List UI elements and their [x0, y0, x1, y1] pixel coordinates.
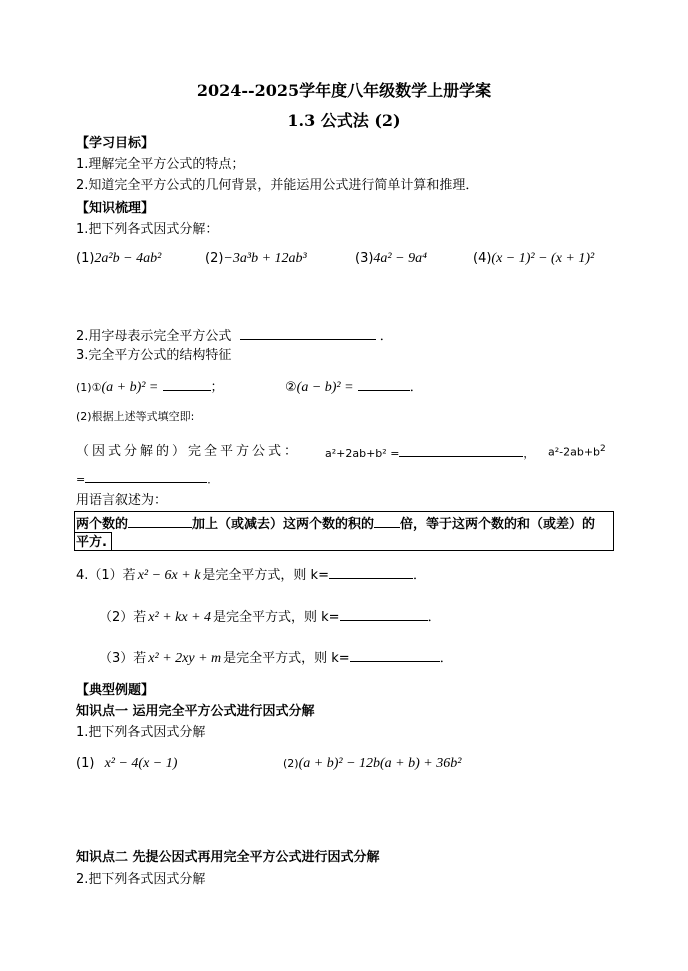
q1-item-expr: 2a²b − 4ab² — [94, 251, 162, 266]
point2-question: 2.把下列各式因式分解 — [76, 872, 206, 887]
q1-item-label: (2) — [205, 251, 224, 266]
q3-1-a-expr: (a + b)² = — [101, 380, 159, 395]
q1-item-4 — [473, 251, 594, 268]
formula-a-blank[interactable] — [399, 444, 523, 457]
q3-1-b-label: ② — [285, 380, 297, 395]
goal-item-1: 1.理解完全平方公式的特点； — [76, 157, 245, 172]
formula-a — [325, 444, 534, 460]
q3-part-1b — [285, 378, 423, 397]
q4-item-3 — [99, 649, 453, 668]
q2-end: ． — [379, 329, 393, 344]
formula-a-expr: a²+2ab+b² = — [325, 447, 400, 460]
goals-heading: 【学习目标】 — [76, 136, 155, 151]
q1-item-expr: −3a³b + 12ab³ — [223, 251, 307, 266]
formula-label: （因式分解的）完全平方公式： — [76, 444, 301, 459]
q3-1-b-blank[interactable] — [358, 378, 410, 391]
verbal-blank-2[interactable] — [374, 515, 400, 528]
q1-item-label: (3) — [355, 251, 374, 266]
q4-tail: 是完全平方式，则 k= — [202, 568, 329, 583]
q4-blank[interactable] — [350, 649, 440, 662]
q1-item-1 — [76, 251, 161, 268]
q4-tail: 是完全平方式，则 k= — [223, 651, 350, 666]
q2-blank[interactable] — [240, 327, 376, 340]
q3-1-end: ． — [409, 380, 423, 395]
doc-title: 2024--2025学年度八年级数学上册学案 — [196, 81, 492, 100]
q1-item-3 — [355, 251, 427, 268]
formula-b-expr: a²-2ab+b — [548, 445, 601, 459]
q1-item-label: (4) — [473, 251, 492, 266]
q4-expr: x² − 6x + k — [137, 568, 201, 583]
verbal-3: 倍，等于这两个数的和（或差）的 — [400, 517, 596, 532]
review-q3: 3.完全平方公式的结构特征 — [76, 348, 232, 363]
q4-label: （3）若 — [99, 651, 147, 666]
formula-sep: ， — [523, 447, 535, 460]
q3-1-sep: ； — [210, 380, 224, 395]
q4-expr: x² + 2xy + m — [148, 651, 222, 666]
verbal-line-1 — [76, 515, 595, 533]
verbal-1: 两个数的 — [76, 517, 129, 532]
p1-item-expr: x² − 4(x − 1) — [104, 756, 178, 771]
q4-blank[interactable] — [329, 566, 413, 579]
q1-item-label: (1) — [76, 251, 95, 266]
q4-end: ． — [427, 610, 441, 625]
q4-label: 4.（1）若 — [76, 568, 136, 583]
formula-end: ． — [207, 473, 219, 486]
p1-item-expr: (a + b)² − 12b(a + b) + 36b² — [298, 756, 462, 771]
verbal-label: 用语言叙述为： — [76, 493, 168, 508]
verbal-4: 平方. — [76, 535, 107, 550]
q1-item-2 — [205, 251, 307, 268]
review-q2 — [76, 327, 393, 345]
verbal-blank-1[interactable] — [128, 515, 192, 528]
point2-heading: 知识点二 先提公因式再用完全平方公式进行因式分解 — [76, 850, 380, 865]
formula-b-sup: 2 — [600, 444, 606, 454]
q3-part-1 — [76, 378, 224, 397]
review-q1: 1.把下列各式因式分解： — [76, 222, 219, 237]
formula-eq: = — [76, 473, 86, 486]
q1-item-expr: 4a² − 9a⁴ — [373, 251, 427, 266]
q4-item-1 — [76, 566, 426, 585]
q3-1-label: (1)① — [76, 381, 102, 394]
formula-b — [548, 444, 606, 459]
p1-item-2 — [283, 756, 461, 773]
point1-heading: 知识点一 运用完全平方公式进行因式分解 — [76, 704, 315, 719]
q3-1-b-expr: (a − b)² = — [296, 380, 354, 395]
q4-tail: 是完全平方式，则 k= — [213, 610, 340, 625]
q3-1-a-blank[interactable] — [163, 378, 211, 391]
q1-item-expr: (x − 1)² − (x + 1)² — [491, 251, 595, 266]
q4-end: ． — [439, 651, 453, 666]
doc-subtitle: 1.3 公式法 (2) — [287, 111, 401, 130]
formula-b-blank[interactable] — [85, 470, 207, 483]
q2-text: 2.用字母表示完全平方公式 — [76, 329, 232, 344]
goal-item-2: 2.知道完全平方公式的几何背景，并能运用公式进行简单计算和推理． — [76, 178, 479, 193]
p1-item-1 — [76, 756, 177, 773]
q4-blank[interactable] — [340, 608, 428, 621]
p1-item-label: (1) — [76, 756, 95, 771]
q4-item-2 — [99, 608, 441, 627]
q4-expr: x² + kx + 4 — [148, 610, 212, 625]
review-heading: 【知识梳理】 — [76, 201, 155, 216]
point1-question: 1.把下列各式因式分解 — [76, 725, 206, 740]
p1-item-label: (2) — [283, 757, 299, 770]
q4-label: （2）若 — [99, 610, 147, 625]
verbal-2: 加上（或减去）这两个数的积的 — [192, 517, 375, 532]
q4-end: ． — [412, 568, 426, 583]
q3-part-2: (2)根据上述等式填空即: — [76, 410, 195, 423]
examples-heading: 【典型例题】 — [76, 683, 155, 698]
formula-b-line2 — [76, 470, 218, 486]
